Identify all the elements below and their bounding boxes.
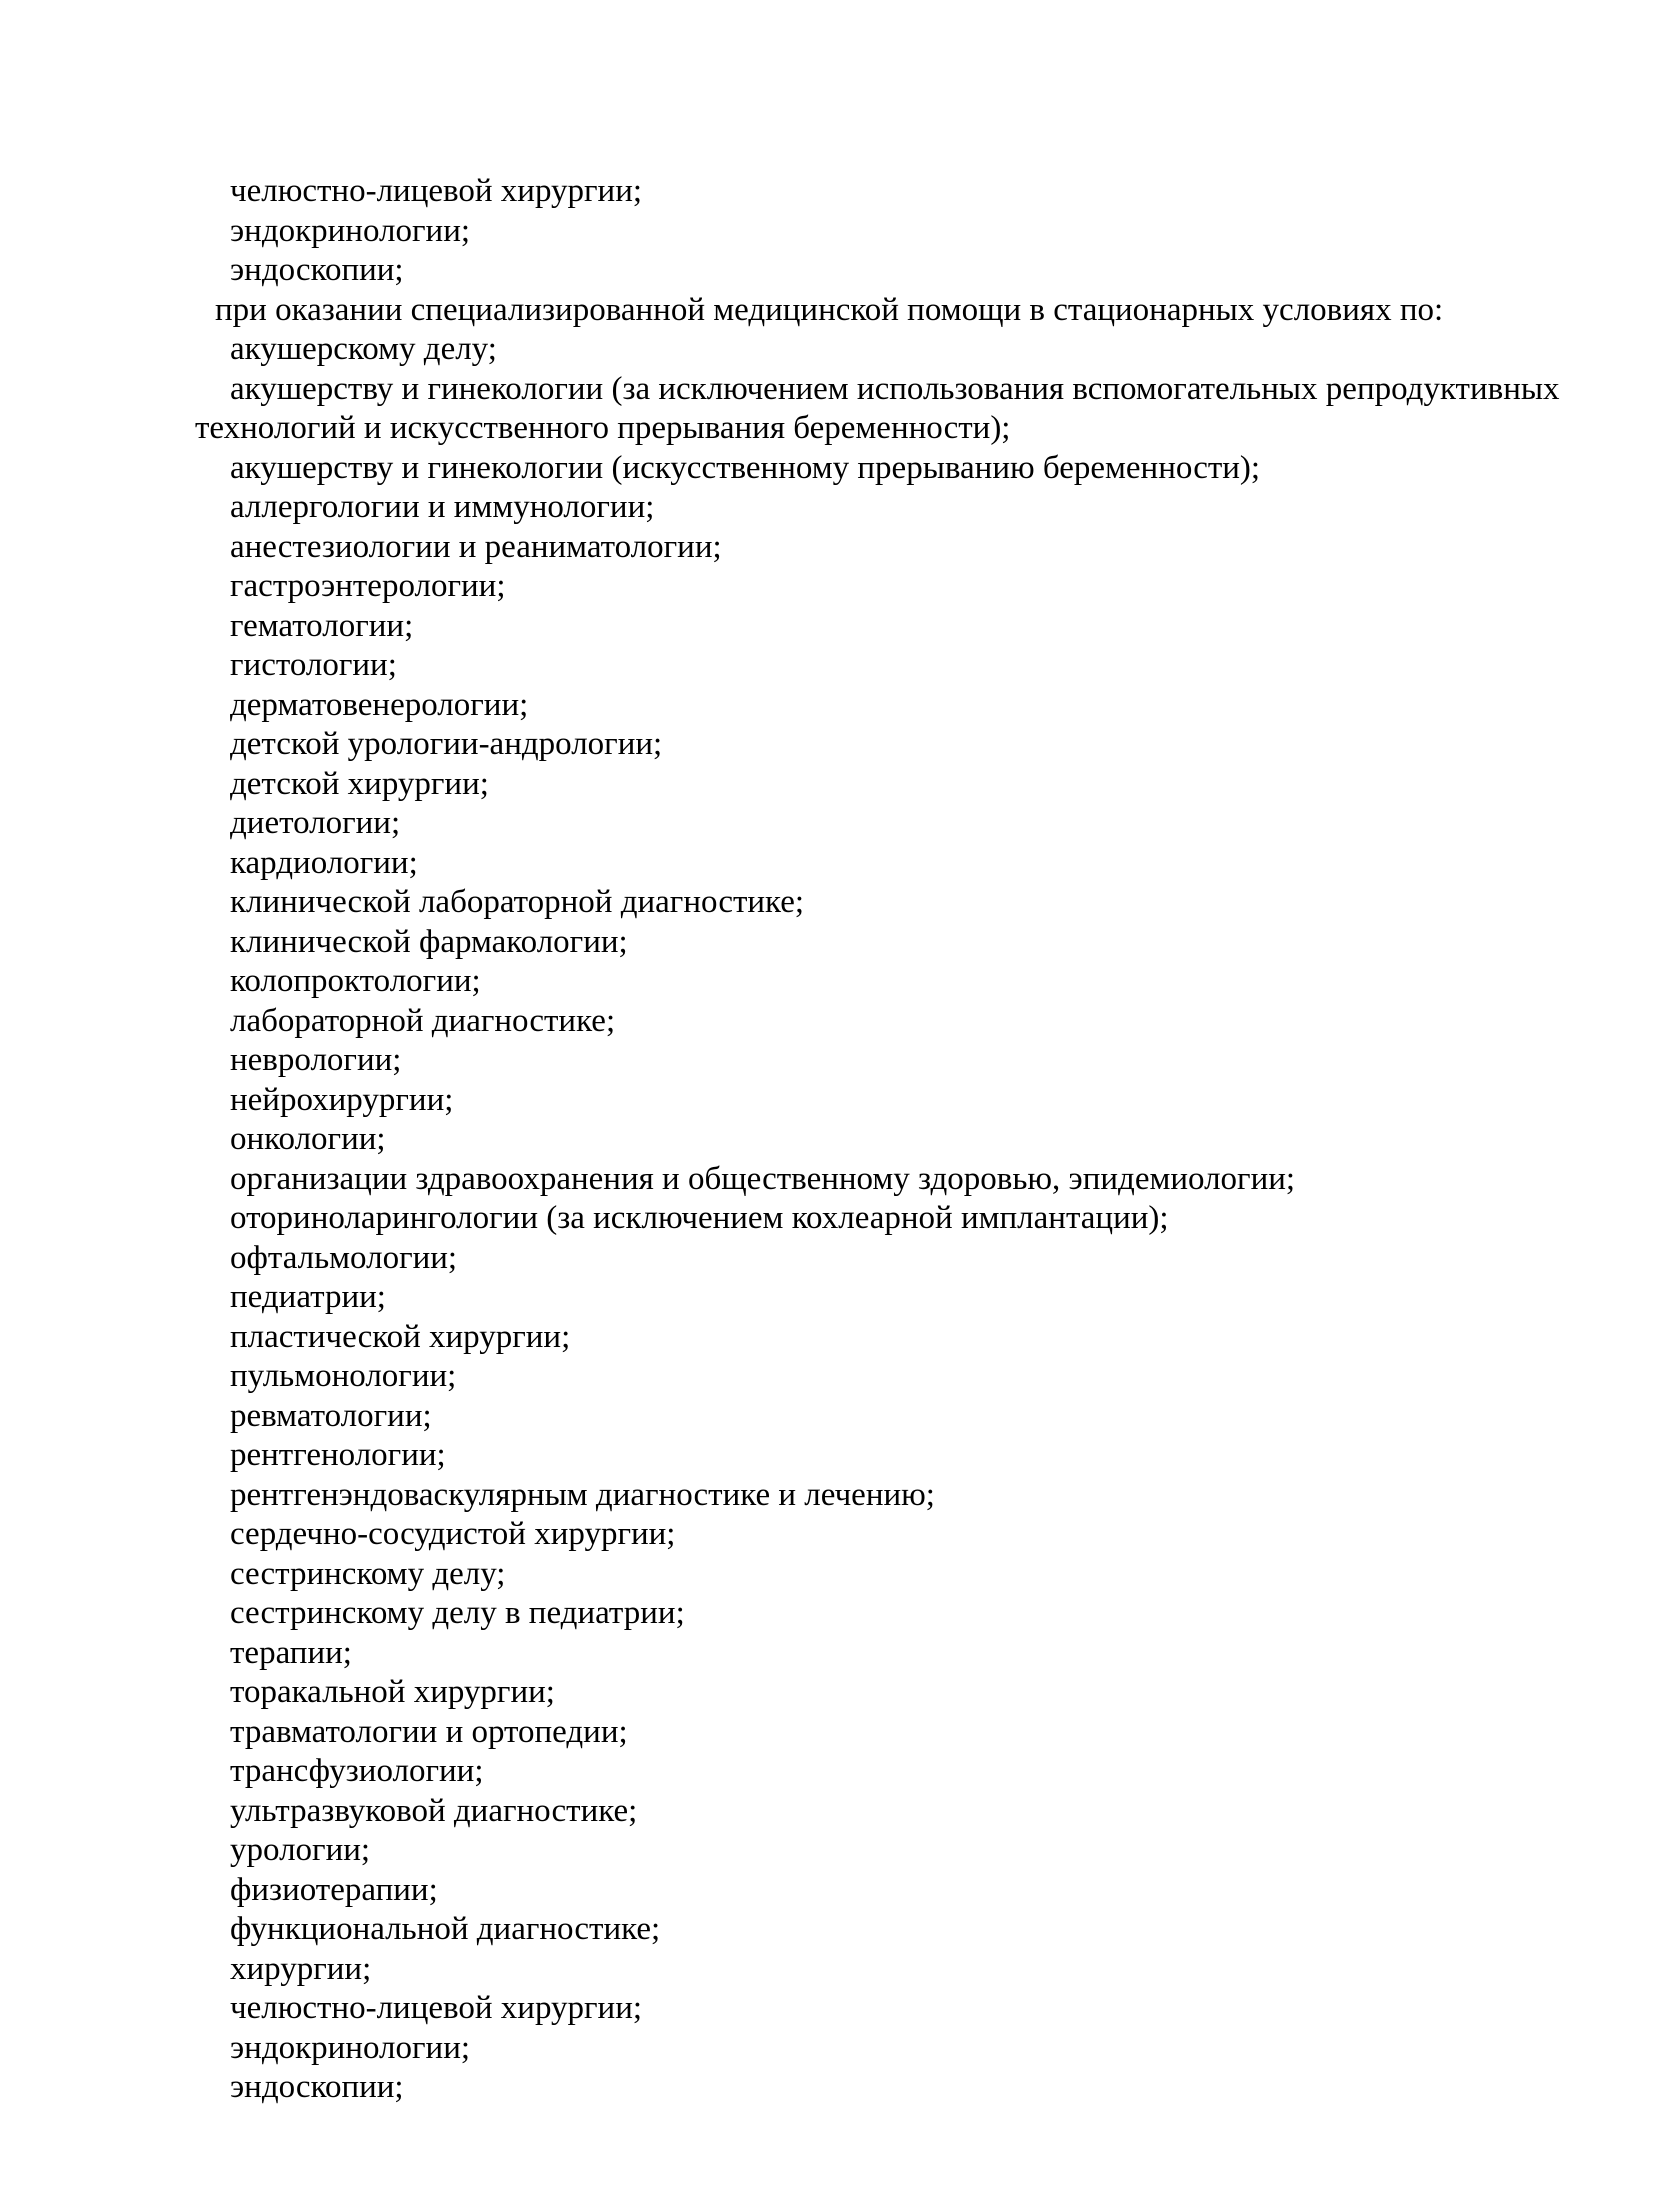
specialty-line-continuation: технологий и искусственного прерывания беременности);: [195, 410, 1011, 446]
specialty-list-item: сердечно-сосудистой хирургии;: [230, 1516, 676, 1552]
specialty-list-item: кардиологии;: [230, 844, 418, 881]
specialty-list-item: травматологии и ортопедии;: [230, 1713, 628, 1750]
specialty-list-item: пластической хирургии;: [230, 1318, 571, 1355]
section-intro-line: при оказании специализированной медицинской помощи в стационарных условиях по:: [215, 291, 1444, 328]
specialty-list-item: неврологии;: [230, 1042, 402, 1078]
specialty-list-item: челюстно-лицевой хирургии;: [230, 1990, 643, 2026]
specialty-list-item: эндоскопии;: [230, 252, 404, 288]
specialty-list-item: рентгенэндоваскулярным диагностике и лечению;: [230, 1476, 935, 1513]
specialty-list-item: челюстно-лицевой хирургии;: [230, 173, 643, 209]
specialty-list-item: ультразвуковой диагностике;: [230, 1792, 638, 1829]
specialty-list-item: дерматовенерологии;: [230, 686, 529, 723]
specialty-list-item: аллергологии и иммунологии;: [230, 489, 655, 525]
specialty-list-item: эндокринологии;: [230, 212, 471, 249]
specialty-list-item: детской урологии-андрологии;: [230, 726, 663, 762]
specialty-list-item: гематологии;: [230, 607, 414, 644]
specialty-list-item: функциональной диагностике;: [230, 1911, 661, 1947]
specialty-list-item: педиатрии;: [230, 1279, 386, 1315]
specialty-list-item: акушерскому делу;: [230, 331, 497, 367]
specialty-list-item: лабораторной диагностике;: [230, 1002, 616, 1039]
specialty-list-item: клинической фармакологии;: [230, 923, 628, 960]
specialty-list-item: акушерству и гинекологии (за исключением использования вспомогательных репродуктивных: [230, 370, 1560, 407]
specialty-list-item: акушерству и гинекологии (искусственному прерыванию беременности);: [230, 449, 1261, 486]
specialty-list-item: ревматологии;: [230, 1397, 432, 1434]
specialty-list-item: нейрохирургии;: [230, 1081, 454, 1118]
specialty-list-item: гастроэнтерологии;: [230, 568, 506, 604]
specialty-list-item: колопроктологии;: [230, 963, 481, 999]
specialty-list-item: онкологии;: [230, 1121, 386, 1157]
specialty-list-item: сестринскому делу;: [230, 1555, 506, 1592]
specialty-list-item: терапии;: [230, 1634, 352, 1671]
specialty-list-item: хирургии;: [230, 1950, 372, 1987]
specialty-list-item: торакальной хирургии;: [230, 1674, 555, 1710]
specialty-list-item: рентгенологии;: [230, 1437, 446, 1473]
specialty-list-item: трансфузиологии;: [230, 1753, 484, 1789]
specialty-list-item: офтальмологии;: [230, 1239, 458, 1276]
specialty-list-item: организации здравоохранения и общественному здоровью, эпидемиологии;: [230, 1160, 1296, 1197]
specialty-list-item: эндокринологии;: [230, 2029, 471, 2066]
specialty-list-item: пульмонологии;: [230, 1358, 457, 1394]
specialty-list-item: оториноларингологии (за исключением кохлеарной имплантации);: [230, 1200, 1169, 1236]
specialty-list-item: физиотерапии;: [230, 1871, 438, 1908]
specialty-list-item: урологии;: [230, 1832, 371, 1868]
specialty-list-item: сестринскому делу в педиатрии;: [230, 1595, 685, 1631]
specialty-list-item: детской хирургии;: [230, 765, 489, 802]
specialty-list-item: гистологии;: [230, 647, 397, 683]
specialty-list-item: анестезиологии и реаниматологии;: [230, 528, 722, 565]
document-text-block: [195, 172, 1560, 2108]
specialty-list-item: диетологии;: [230, 805, 401, 841]
specialty-list-item: клинической лабораторной диагностике;: [230, 884, 805, 920]
specialty-list-item: эндоскопии;: [230, 2069, 404, 2105]
